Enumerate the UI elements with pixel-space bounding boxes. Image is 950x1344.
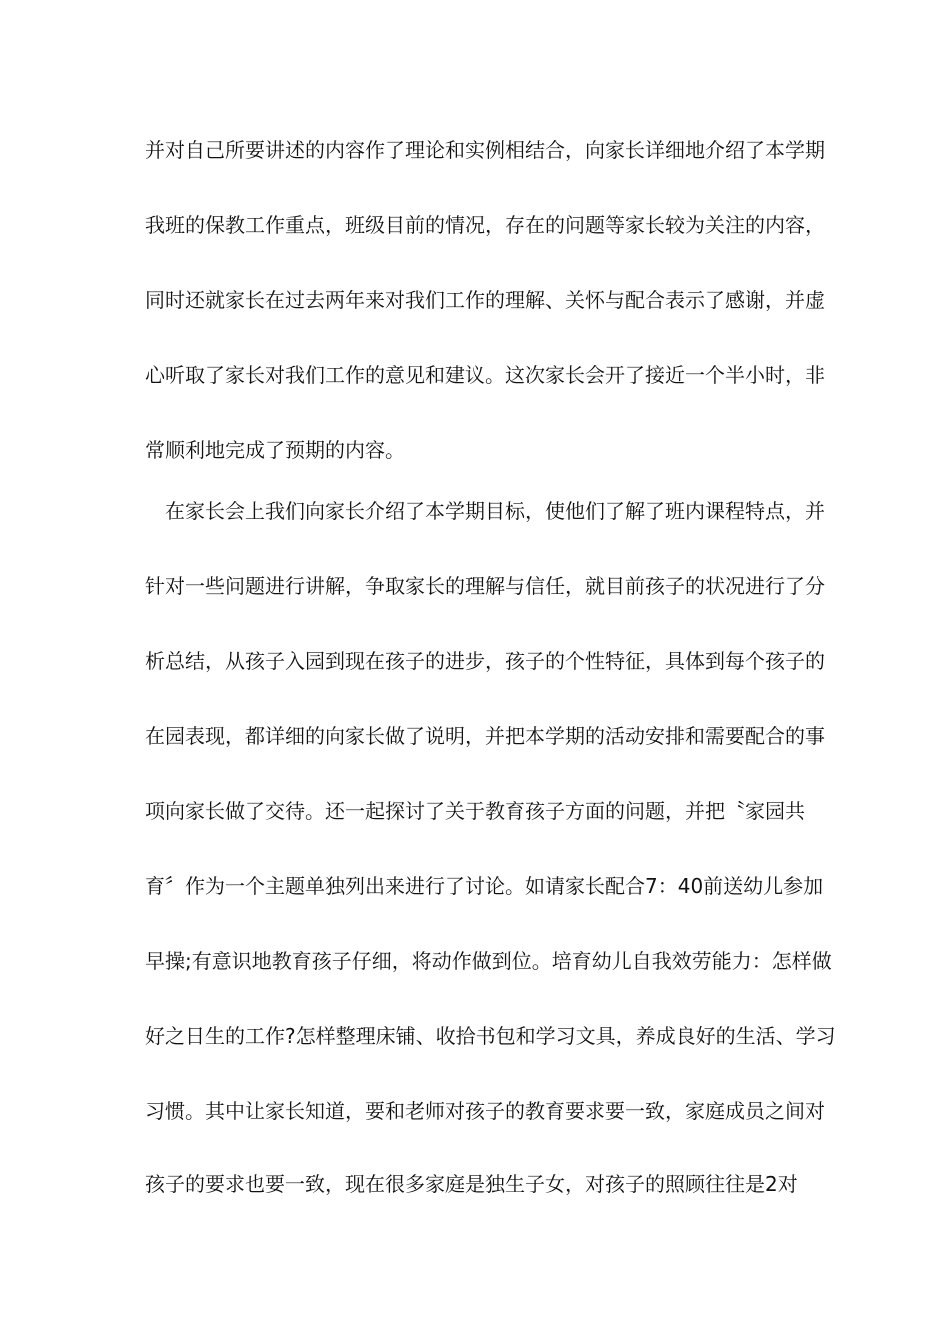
text-line-10: 项向家长做了交待。还一起探讨了关于教育孩子方面的问题，并把〝家园共	[145, 799, 805, 823]
text-line-7: 针对一些问题进行讲解，争取家长的理解与信任，就目前孩子的状况进行了分	[145, 574, 825, 598]
text-line-2: 我班的保教工作重点，班级目前的情况，存在的问题等家长较为关注的内容，	[145, 213, 825, 237]
text-line-12: 早操;有意识地教育孩子仔细，将动作做到位。培育幼儿自我效劳能力：怎样做	[145, 949, 832, 973]
text-line-3: 同时还就家长在过去两年来对我们工作的理解、关怀与配合表示了感谢，并虚	[145, 288, 825, 312]
text-line-6: 在家长会上我们向家长介绍了本学期目标，使他们了解了班内课程特点，并	[145, 499, 825, 523]
text-line-15: 孩子的要求也要一致，现在很多家庭是独生子女，对孩子的照顾往往是2对	[145, 1172, 798, 1196]
text-line-13: 好之日生的工作?怎样整理床铺、收拾书包和学习文具，养成良好的生活、学习	[145, 1024, 836, 1048]
text-line-11: 育〞作为一个主题单独列出来进行了讨论。如请家长配合7：40前送幼儿参加	[145, 874, 824, 898]
text-line-9: 在园表现，都详细的向家长做了说明，并把本学期的活动安排和需要配合的事	[145, 724, 825, 748]
text-line-8: 析总结，从孩子入园到现在孩子的进步，孩子的个性特征，具体到每个孩子的	[145, 649, 825, 673]
text-line-5: 常顺利地完成了预期的内容。	[145, 438, 405, 462]
text-line-4: 心听取了家长对我们工作的意见和建议。这次家长会开了接近一个半小时，非	[145, 363, 825, 387]
text-line-1: 并对自己所要讲述的内容作了理论和实例相结合，向家长详细地介绍了本学期	[145, 138, 825, 162]
text-line-14: 习惯。其中让家长知道，要和老师对孩子的教育要求要一致，家庭成员之间对	[145, 1099, 825, 1123]
